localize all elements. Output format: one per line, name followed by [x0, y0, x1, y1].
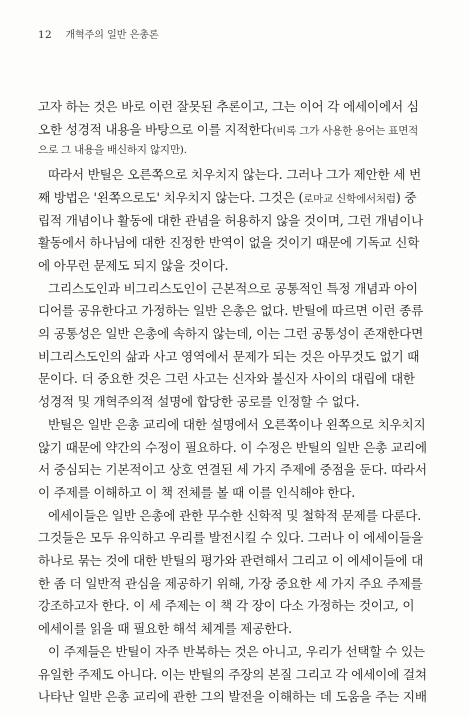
- text-line: [38, 527, 423, 546]
- text-segment: 않기 때문에 약간의 수정이 필요하다. 이 수정은 반틸의 일반 은총 교리에: [38, 439, 427, 455]
- text-segment: 비그리스도인의 삶과 사고 영역에서 문제가 되는 것은 아무것도 없기 때: [38, 348, 420, 364]
- text-line: [38, 459, 427, 478]
- text-line: [38, 618, 292, 637]
- text-segment-small: 으로 그 내용을 배신하지 않지만).: [38, 144, 187, 157]
- text-segment: 디어를 공유한다고 가정하는 일반 은총은 없다. 반틸에 따르면 이런 종류: [38, 303, 424, 319]
- text-segment: 문이다. 더 중요한 것은 그런 사고는 신자와 불신자 사이의 대립에 대한: [38, 371, 415, 387]
- text-line: [38, 255, 228, 274]
- text-line: [38, 550, 423, 569]
- text-line: [38, 164, 421, 183]
- text-line: [38, 686, 427, 705]
- text-segment: 고자 하는 것은 바로 이런 잘못된 추론이고, 그는 이어 각 에세이에서 심: [38, 99, 419, 114]
- text-segment-small: 에서처럼: [356, 192, 396, 205]
- text-segment: 반틸은 일반 은총 교리에 대한 설명에서 오른쪽이나 왼쪽으로 치우치지: [48, 416, 426, 432]
- text-line: [38, 346, 419, 365]
- text-segment: 한 좀 더 일반적 관심을 제공하기 위해, 가장 중요한 세 가지 주요 주제를: [38, 575, 423, 591]
- text-line: [38, 437, 427, 456]
- text-line: [38, 391, 359, 410]
- text-segment: 그것들은 모두 유익하고 우리를 발전시킬 수 있다. 그러나 이 에세이들을: [38, 530, 424, 546]
- text-segment: 의 공통성은 일반 은총에 속하지 않는데, 이는 그런 공통성이 존재한다면: [38, 326, 424, 341]
- text-segment: 따라서 반틸은 오른쪽으로 치우치지 않는다. 그러나 그가 제안한 세 번: [48, 167, 422, 183]
- text-line: [38, 482, 355, 501]
- text-segment: 이 주제들은 반틸이 자주 반복하는 것은 아니고, 우리가 선택할 수 있는: [48, 643, 425, 659]
- text-segment: 성경적 및 개혁주의적 설명에 합당한 공로를 인정할 수 없다.: [38, 394, 360, 410]
- text-line: [38, 664, 427, 683]
- text-line: [38, 232, 419, 251]
- text-segment: 오한 성경적 내용을 바탕으로 이를 지적한다: [38, 121, 273, 137]
- text-segment: 에 아무런 문제도 되지 않을 것이다.: [38, 257, 229, 273]
- text-line: [38, 414, 425, 433]
- text-segment: 서 중심되는 기본적이고 상호 연결된 세 가지 주제에 중점을 둔다. 따라서: [38, 462, 427, 478]
- text-line: [38, 368, 415, 387]
- page-header: [38, 26, 159, 41]
- text-line: [38, 323, 423, 342]
- text-segment: 강조하고자 한다. 이 세 주제는 이 책 각 장이 다소 가정하는 것이고, 이: [38, 598, 415, 614]
- text-line: [38, 210, 423, 229]
- text-line: [38, 641, 425, 660]
- text-segment: 째 방법은 '왼쪽으로도' 치우치지 않는다. 그것은 (: [38, 189, 304, 205]
- text-segment: 활동에서 하나님에 대한 진정한 반역이 없을 것이기 때문에 기독교 신학: [38, 235, 420, 251]
- text-line: [38, 141, 187, 157]
- text-segment-small: (비록 그가 사용한 용어는 표면적: [272, 124, 419, 137]
- text-segment-small: 로마교 신학: [303, 192, 357, 205]
- text-line: [38, 119, 418, 138]
- text-segment: 에세이들은 일반 은총에 관한 무수한 신학적 및 철학적 문제를 다룬다.: [48, 507, 422, 523]
- text-line: [38, 573, 422, 592]
- text-segment: 에세이를 읽을 때 필요한 해석 체계를 제공한다.: [38, 621, 292, 637]
- text-line: [38, 505, 421, 524]
- text-line: [38, 300, 423, 319]
- text-line: [38, 278, 418, 297]
- text-segment: 이 주제를 이해하고 이 책 전체를 볼 때 이를 인식해야 한다.: [38, 484, 356, 500]
- text-segment: 립적 개념이나 활동에 대한 관념을 허용하지 않을 것이며, 그런 개념이나: [38, 212, 424, 228]
- text-segment: 나타난 일반 은총 교리에 관한 그의 발전을 이해하는 데 도움을 주는 지배: [38, 689, 427, 705]
- text-line: [38, 595, 414, 614]
- text-segment: ) 중: [395, 189, 417, 205]
- text-segment: 그리스도인과 비그리스도인이 근본적으로 공통적인 특정 개념과 아이: [48, 280, 418, 296]
- text-segment: 유일한 주제도 아니다. 이는 반틸의 주장의 본질 그리고 각 에세이에 걸쳐: [38, 666, 427, 682]
- running-title: 개혁주의 일반 은총론: [65, 30, 159, 41]
- text-segment: 하나로 묶는 것에 대한 반틸의 평가와 관련해서 그리고 이 에세이들에 대: [38, 553, 424, 568]
- text-line: [38, 187, 416, 206]
- page-number: 12: [38, 29, 52, 41]
- text-line: [38, 96, 419, 115]
